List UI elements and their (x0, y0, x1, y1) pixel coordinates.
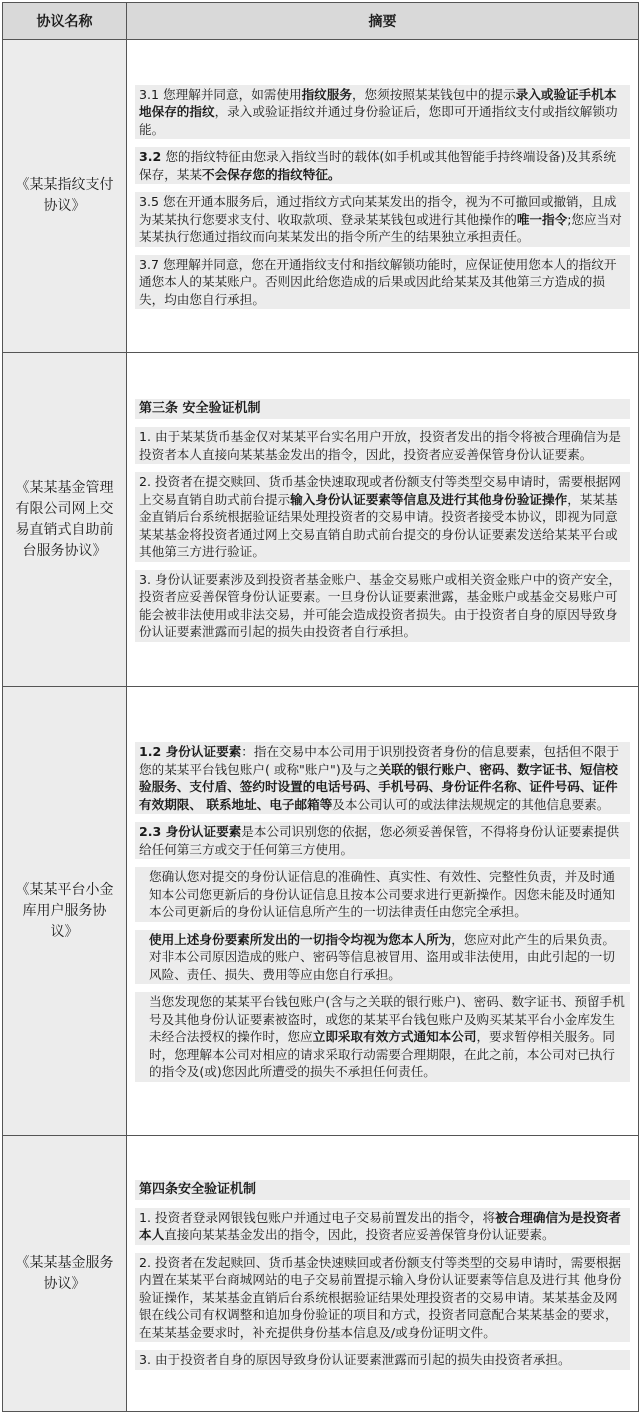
text: 2. 投资者在提交赎回、货币基金快速取现或者份额支付等类型交易申请时，需要根据网上交易直销自助式前台提示 (139, 474, 621, 507)
summary-cell (127, 687, 639, 1136)
bold-text: 唯一指令 (516, 211, 568, 227)
text: 直接向某某基金发出的指令，因此，投资者应妥善保管身份认证要素。 (164, 1227, 555, 1242)
header-summary: 摘要 (127, 3, 639, 40)
agreement-name-cell: 《某某基金管理有限公司网上交易直销式自助前台服务协议》 (3, 353, 127, 687)
table-header-row (3, 3, 639, 40)
bold-text: 使用上述身份要素所发出的一切指令均视为您本人所为 (149, 931, 452, 947)
summary-paragraph (135, 570, 630, 642)
text: ，录入或验证指纹并通过身份验证后，您即可开通指纹支付或指纹解锁功能。 (139, 104, 618, 137)
text: ，您应对此产生的后果负责。对非本公司原因造成的账户、密码等信息被冒用、盗用或非法使用，由此引起的一切风险、责任、损失、费用等应由您自行承担。 (149, 931, 615, 982)
summary-paragraph (135, 992, 630, 1082)
text: 3.7 您理解并同意，您在开通指纹支付和指纹解锁功能时，应保证使用您本人的指纹开通您本人的某某账户。否则因此给您造成的后果或因此给某某及其他第三方造成的损失，均由您自行承担。 (139, 256, 617, 307)
section-heading: 第三条 安全验证机制 (135, 399, 630, 419)
text: 1. 投资者登录网银钱包账户并通过电子交易前置发出的指令，将 (139, 1209, 496, 1225)
bold-text: 不会保存您的指纹特征。 (201, 166, 341, 182)
text: ，您须按照某某钱包中的提示 (351, 86, 516, 102)
bold-text: 1.2 身份认证要素 (139, 744, 242, 760)
agreement-name-cell: 《某某基金服务协议》 (3, 1136, 127, 1412)
summary-paragraph (135, 742, 630, 814)
text: 1. 由于某某货币基金仅对某某平台实名用户开放，投资者发出的指令将被合理确信为是投资者本人直接向某某基金发出的指令，因此，投资者应妥善保管身份认证要素。 (139, 429, 621, 462)
bold-text: 3.2 (139, 149, 162, 165)
bold-text: 录入或验证手机本地保存的指纹 (139, 86, 617, 120)
summary-paragraph (135, 147, 630, 184)
summary-paragraph (135, 867, 630, 922)
text: ，某某基金直销后台系统根据验证结果处理投资者的交易申请。投资者接受本协议，即视为同意某某基金将投资者通过网上交易直销自助式前台提交的身份认证要素发送给某某平台或其他第三方进行验证。 (139, 491, 618, 560)
bold-text: 输入身份认证要素等信息及进行其他身份验证操作 (290, 491, 568, 507)
summary-paragraph (135, 1350, 630, 1370)
summary-cell (127, 1136, 639, 1412)
text: ：指在交易中本公司用于识别投资者身份的信息要素，包括但不限于您的某某平台钱包账户( 或称"账户")及与之 (139, 744, 620, 777)
bold-text: 2.3 身份认证要素 (139, 824, 242, 840)
section-heading: 第四条安全验证机制 (135, 1180, 630, 1200)
bold-text: 指纹服务 (301, 86, 352, 102)
text: 2. 投资者在发起赎回、货币基金快速赎回或者份额支付等类型的交易申请时，需要根据内置在某某平台商城网站的电子交易前置提示输入身份认证要素等信息及进行其 他身份验证操作，某某基金直销后台系统根据验证结果处理投资者的交易申请。某某基金及网银在线公司有权调整和追加身份验证的项目和方式，投资者同意配合某某基金的要求，在某某基金要求时，补充提供身份基本信息及/或身份证明文件。 (139, 1254, 622, 1340)
summary-paragraph (135, 85, 630, 140)
summary-paragraph (135, 930, 630, 985)
bold-text: 被合理确信为是投资者本人 (139, 1209, 621, 1242)
summary-cell (127, 353, 639, 687)
summary-paragraph (135, 192, 630, 247)
bold-text: 关联的银行账户、密码、数字证书、短信校验服务、支付盾、签约时设置的电话号码、手机号码、身份证件名称、证件号码、证件有效期限、 联系地址、电子邮箱等 (139, 761, 618, 812)
agreement-name-cell: 《某某指纹支付协议》 (3, 40, 127, 353)
summary-paragraph (135, 472, 630, 562)
summary-paragraph (135, 1253, 630, 1343)
agreement-name-cell: 《某某平台小金库用户服务协议》 (3, 687, 127, 1136)
bold-text: 立即采取有效方式通知本公司 (312, 1029, 477, 1045)
table-row (3, 353, 639, 687)
table-row (3, 687, 639, 1136)
agreement-table (2, 2, 639, 1412)
text: 3.1 您理解并同意，如需使用 (139, 86, 302, 102)
text: 您的指纹特征由您录入指纹当时的载体(如手机或其他智能手持终端设备)及其系统保存，某某 (139, 149, 616, 182)
summary-paragraph (135, 822, 630, 859)
text: 3.5 您在开通本服务后，通过指纹方式向某某发出的指令，视为不可撤回或撤销，且成为某某执行您要求支付、收取款项、登录某某钱包或进行其他操作的 (139, 194, 617, 227)
text: 及本公司认可的或法律法规规定的其他信息要素。 (332, 796, 610, 812)
summary-paragraph (135, 255, 630, 310)
text: ，要求暂停相关服务。同时，您理解本公司对相应的请求采取行动需要合理期限，在此之前，本公司对已执行的指令及(或)您因此所遭受的损失不承担任何责任。 (149, 1029, 615, 1080)
text: 3. 身份认证要素涉及到投资者基金账户、基金交易账户或相关资金账户中的资产安全，投资者应妥善保管身份认证要素。一旦身份认证要素泄露，基金账户或基金交易账户可能会被非法使用或非法交易，并可能会造成投资者损失。由于投资者自身的原因导致身份认证要素泄露而引起的损失由投资者自行承担。 (139, 571, 621, 640)
summary-paragraph (135, 1208, 630, 1245)
table-row (3, 1136, 639, 1412)
text: 当您发现您的某某平台钱包账户(含与之关联的银行账户)、密码、数字证书、预留手机号及其他身份认证要素被盗时，或您的某某平台钱包账户及购买某某平台小金库发生未经合法授权的操作时，您应 (149, 994, 625, 1045)
text: 是本公司识别您的依据，您必须妥善保管，不得将身份认证要素提供给任何第三方或交于任何第三方使用。 (139, 824, 620, 857)
summary-paragraph (135, 427, 630, 464)
text: 您确认您对提交的身份认证信息的准确性、真实性、有效性、完整性负责，并及时通知本公司您更新后的身份认证信息且按本公司要求进行更新操作。因您未能及时通知本公司更新后的身份认证信息所产生的一切法律责任由您完全承担。 (149, 869, 615, 920)
text: 3. 由于投资者自身的原因导致身份认证要素泄露而引起的损失由投资者承担。 (139, 1352, 571, 1367)
summary-cell (127, 40, 639, 353)
header-agreement-name: 协议名称 (3, 3, 127, 40)
table-row (3, 40, 639, 353)
text: ;您应当对某某执行您通过指纹而向某某发出的指令所产生的结果独立承担责任。 (139, 211, 622, 245)
